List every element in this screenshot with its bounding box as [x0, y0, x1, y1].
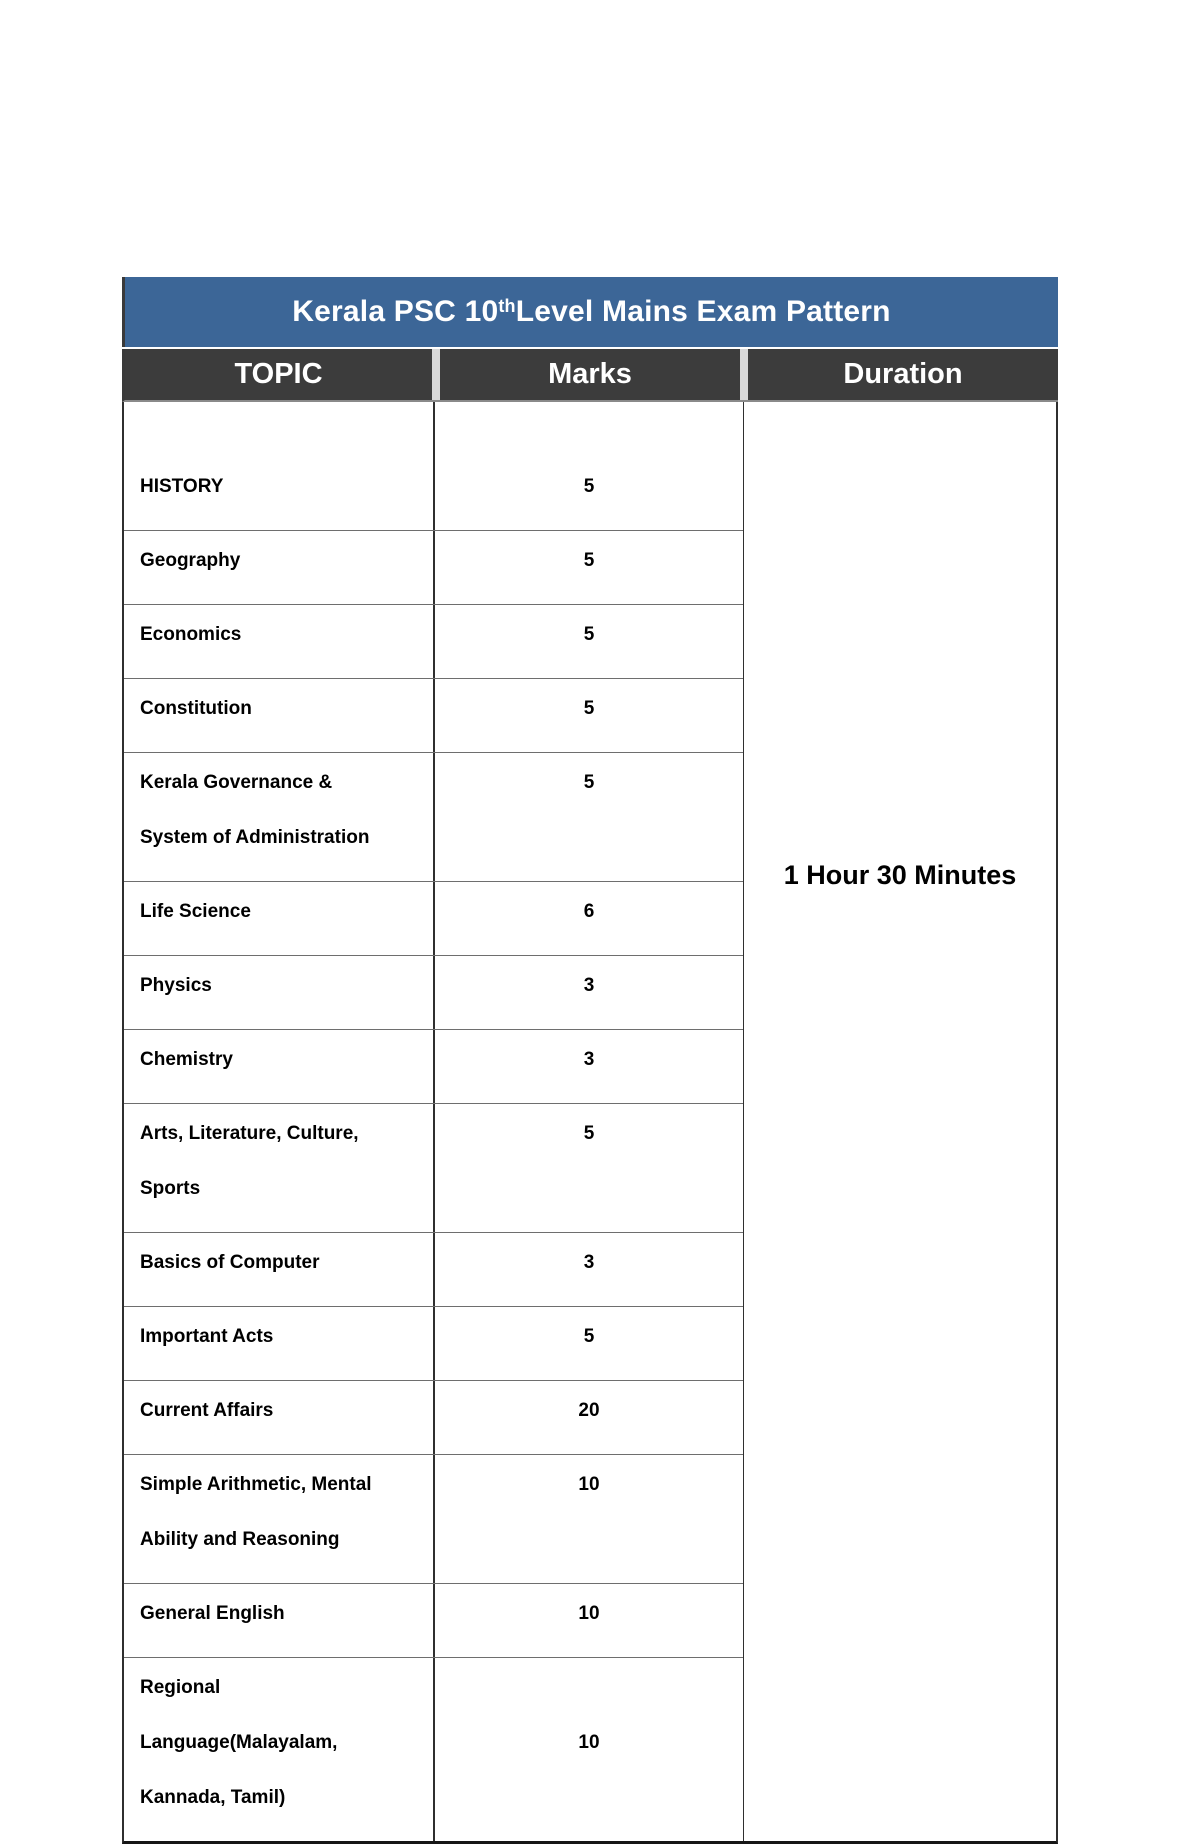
table-row	[124, 604, 743, 678]
topic-line: Sports	[140, 1178, 201, 1199]
table-row	[124, 1306, 743, 1380]
header-divider	[432, 349, 440, 400]
marks-value: 5	[583, 476, 595, 497]
table-row	[124, 1454, 743, 1583]
topic-line: HISTORY	[140, 476, 224, 497]
table-row	[124, 1029, 743, 1103]
topic-line: Physics	[140, 975, 212, 996]
topic-marks-rows	[124, 402, 743, 1841]
table-row	[124, 678, 743, 752]
topic-cell	[124, 1233, 435, 1306]
topic-cell	[124, 1658, 435, 1841]
marks-value	[451, 1670, 727, 1706]
marks-cell	[435, 1584, 743, 1657]
topic-line: Chemistry	[140, 1049, 233, 1070]
marks-value: 5	[583, 550, 595, 571]
table-row	[124, 752, 743, 881]
marks-cell	[435, 1233, 743, 1306]
marks-value: 20	[578, 1400, 600, 1421]
topic-line: General English	[140, 1603, 285, 1624]
topic-cell	[124, 531, 435, 604]
marks-value: 5	[583, 698, 595, 719]
marks-value	[451, 414, 727, 450]
marks-value: 5	[583, 1326, 595, 1347]
column-header-duration: Duration	[748, 349, 1058, 400]
topic-line: Important Acts	[140, 1326, 274, 1347]
topic-cell	[124, 1584, 435, 1657]
table-row	[124, 402, 743, 530]
topic-line: Regional	[140, 1677, 221, 1698]
topic-cell	[124, 1381, 435, 1454]
column-header-topic: TOPIC	[125, 349, 432, 400]
topic-cell	[124, 1307, 435, 1380]
title-text: Kerala PSC 10	[292, 295, 499, 328]
topic-line: Kannada, Tamil)	[140, 1787, 286, 1808]
topic-line: Current Affairs	[140, 1400, 274, 1421]
marks-value: 3	[583, 975, 595, 996]
marks-value: 5	[583, 1123, 595, 1144]
table-row	[124, 530, 743, 604]
marks-value: 10	[578, 1474, 600, 1495]
header-divider	[740, 349, 748, 400]
table-row	[124, 1232, 743, 1306]
topic-cell	[124, 882, 435, 955]
table-row	[124, 1103, 743, 1232]
marks-cell	[435, 882, 743, 955]
topic-line: Language(Malayalam,	[140, 1732, 338, 1753]
title-text-suffix: Level Mains Exam Pattern	[515, 295, 891, 328]
marks-value: 10	[578, 1603, 600, 1624]
topic-cell	[124, 956, 435, 1029]
title-superscript: th	[498, 296, 516, 316]
topic-cell	[124, 1455, 435, 1583]
marks-value: 3	[583, 1252, 595, 1273]
marks-cell	[435, 605, 743, 678]
table-row	[124, 955, 743, 1029]
topic-line: Economics	[140, 624, 242, 645]
topic-line: Ability and Reasoning	[140, 1529, 340, 1550]
topic-line: Simple Arithmetic, Mental	[140, 1474, 372, 1495]
marks-cell	[435, 1030, 743, 1103]
topic-cell	[124, 679, 435, 752]
topic-line: Constitution	[140, 698, 252, 719]
marks-cell	[435, 1307, 743, 1380]
topic-line: Life Science	[140, 901, 251, 922]
marks-cell	[435, 1104, 743, 1232]
topic-cell	[124, 605, 435, 678]
topic-line	[140, 414, 417, 450]
table-row	[124, 1583, 743, 1657]
topic-cell	[124, 1030, 435, 1103]
duration-value: 1 Hour 30 Minutes	[783, 860, 1017, 890]
topic-line: Arts, Literature, Culture,	[140, 1123, 359, 1144]
table-row	[124, 1657, 743, 1841]
table-body	[122, 402, 1058, 1844]
marks-value: 5	[583, 772, 595, 793]
marks-cell	[435, 753, 743, 881]
marks-value: 3	[583, 1049, 595, 1070]
marks-cell	[435, 956, 743, 1029]
topic-line: Basics of Computer	[140, 1252, 320, 1273]
topic-line: Geography	[140, 550, 241, 571]
topic-cell	[124, 753, 435, 881]
exam-pattern-table	[122, 277, 1058, 1844]
marks-value: 10	[578, 1732, 600, 1753]
column-header-marks: Marks	[440, 349, 740, 400]
topic-cell	[124, 1104, 435, 1232]
topic-line: System of Administration	[140, 827, 370, 848]
topic-line: Kerala Governance &	[140, 772, 333, 793]
topic-cell	[124, 402, 435, 530]
marks-value: 5	[583, 624, 595, 645]
table-row	[124, 881, 743, 955]
marks-cell	[435, 402, 743, 530]
table-row	[124, 1380, 743, 1454]
marks-cell	[435, 1455, 743, 1583]
marks-value: 6	[583, 901, 595, 922]
marks-cell	[435, 679, 743, 752]
marks-cell	[435, 531, 743, 604]
marks-cell	[435, 1658, 743, 1841]
column-header-row	[122, 349, 1058, 402]
marks-cell	[435, 1381, 743, 1454]
table-title	[122, 277, 1058, 347]
duration-merged-cell	[743, 402, 1056, 1841]
